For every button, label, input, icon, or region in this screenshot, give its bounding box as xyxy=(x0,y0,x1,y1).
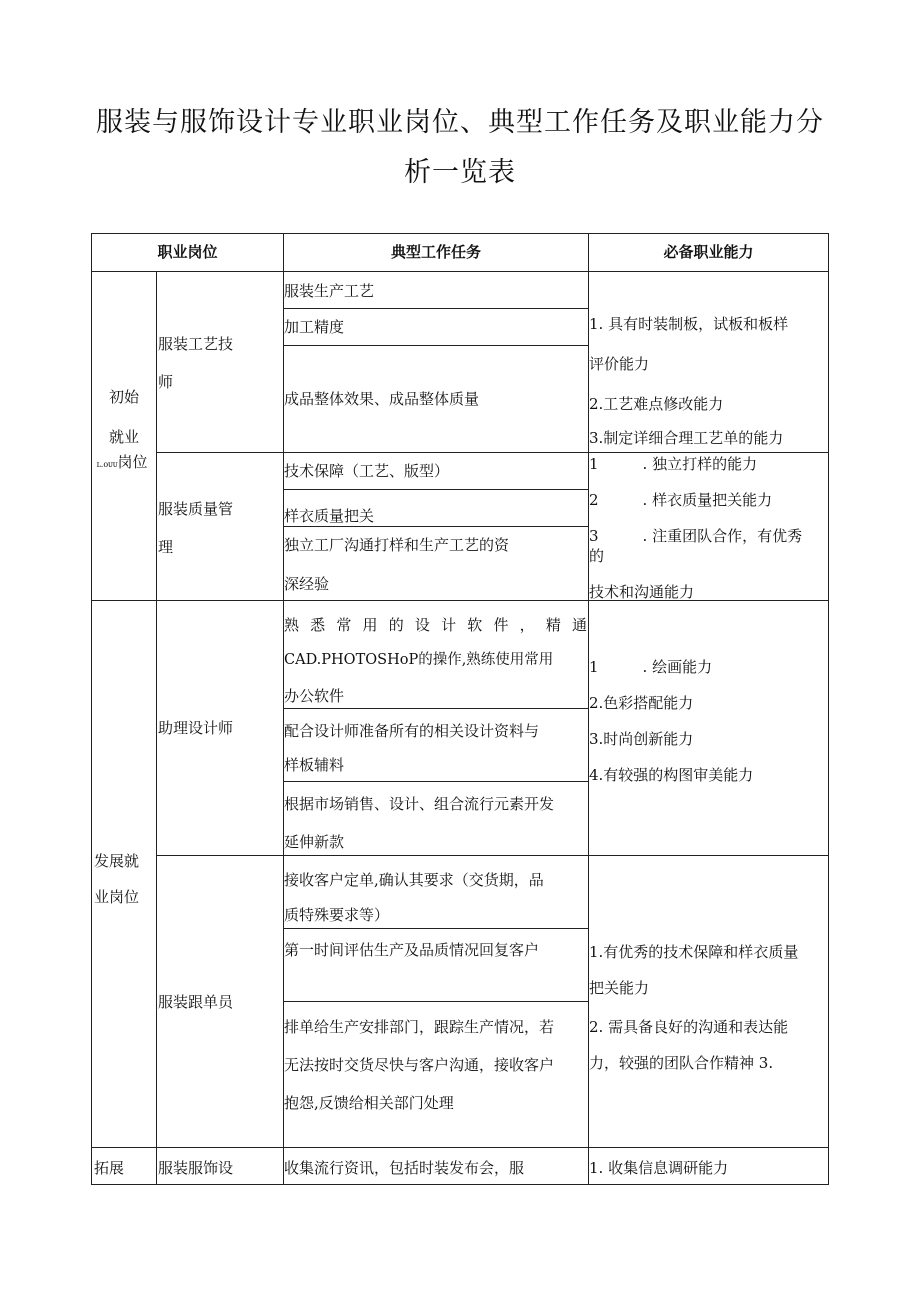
task-cell: 技术保障（工艺、版型） xyxy=(284,462,450,480)
role-process-tech-line2: 师 xyxy=(158,373,174,391)
ability-cell: 2.色彩搭配能力 xyxy=(589,694,694,712)
task-cell: 加工精度 xyxy=(284,318,345,336)
ability-text: . 样衣质量把关能力 xyxy=(642,491,773,509)
task-cell: 熟 悉 常 用 的 设 计 软 件 ， 精 通 xyxy=(284,616,587,634)
task-cell: 质特殊要求等） xyxy=(284,906,390,924)
task-cell: 根据市场销售、设计、组合流行元素开发 xyxy=(284,795,555,813)
group-initial-line1: 初始 xyxy=(108,388,139,406)
header-rule xyxy=(92,271,828,272)
ability-cell xyxy=(589,518,802,554)
rule xyxy=(283,345,588,346)
ability-cell: 1. 具有时装制板，试板和板样 xyxy=(589,315,789,333)
rule xyxy=(283,1001,588,1002)
header-abilities: 必备职业能力 xyxy=(663,243,754,261)
ability-text: . 独立打样的能力 xyxy=(642,455,758,473)
role-quality-mgmt-line1: 服装质量管 xyxy=(158,500,234,518)
ability-number: 1 xyxy=(589,658,599,676)
job-analysis-table xyxy=(91,233,829,1185)
ability-cell: 把关能力 xyxy=(589,979,650,997)
task-cell: 抱怨,反馈给相关部门处理 xyxy=(284,1094,454,1112)
role-merchandiser: 服装跟单员 xyxy=(158,993,234,1011)
rule xyxy=(156,271,157,1184)
ability-text: . 绘画能力 xyxy=(642,658,713,676)
task-cell: 收集流行资讯，包括时装发布会，服 xyxy=(284,1159,525,1177)
task-cell: 样板辅料 xyxy=(284,756,345,774)
group-rule xyxy=(92,1147,828,1148)
document-title xyxy=(0,98,920,198)
ability-cell: 评价能力 xyxy=(589,355,650,373)
ability-cell: 4.有较强的构图审美能力 xyxy=(589,766,754,784)
task-cell: 样衣质量把关 xyxy=(284,507,375,525)
role-quality-mgmt-line2: 理 xyxy=(158,538,174,556)
ability-cell: 2. 需具备良好的沟通和表达能 xyxy=(589,1018,789,1036)
ability-number: 1 xyxy=(589,455,599,473)
role-process-tech-line1: 服装工艺技 xyxy=(158,335,234,353)
ability-cell: 的 xyxy=(589,547,605,565)
ability-cell: 2.工艺难点修改能力 xyxy=(589,395,724,413)
ability-number: 2 xyxy=(589,491,599,509)
group-initial-line3-prefix: ʟ.ᴏᴜᴜ xyxy=(96,460,118,469)
ability-cell: 技术和沟通能力 xyxy=(589,583,695,600)
ability-cell: 1.有优秀的技术保障和样衣质量 xyxy=(589,943,799,961)
task-cell: 成品整体效果、成品整体质量 xyxy=(284,390,480,408)
ability-text: . 注重团队合作，有优秀 xyxy=(642,527,803,545)
rule xyxy=(156,855,828,856)
group-development-line2: 业岗位 xyxy=(94,888,140,906)
group-expansion-line1: 拓展 xyxy=(94,1159,125,1177)
role-assistant-designer: 助理设计师 xyxy=(158,719,234,737)
group-development-line1: 发展就 xyxy=(94,852,140,870)
task-cell: CAD.PHOTOSHoP的操作,熟练使用常用 xyxy=(284,652,554,668)
title-line-1: 服装与服饰设计专业职业岗位、典型工作任务及职业能力分 xyxy=(96,107,824,138)
task-cell: 延伸新款 xyxy=(284,833,345,851)
task-cell: 办公软件 xyxy=(284,687,345,705)
title-line-2: 析一览表 xyxy=(404,157,516,188)
group-rule xyxy=(92,600,828,601)
ability-number: 3 xyxy=(589,527,599,545)
task-cell: 配合设计师准备所有的相关设计资料与 xyxy=(284,722,540,740)
ability-cell: 3.制定详细合理工艺单的能力 xyxy=(589,429,784,447)
task-cell: 无法按时交货尽快与客户沟通，接收客户 xyxy=(284,1056,555,1074)
ability-cell xyxy=(589,482,772,518)
ability-cell: 1. 收集信息调研能力 xyxy=(589,1159,729,1177)
task-cell: 第一时间评估生产及品质情况回复客户 xyxy=(284,941,540,959)
ability-cell: 力，较强的团队合作精神 3. xyxy=(589,1054,774,1072)
ability-cell xyxy=(589,446,757,482)
group-initial-line3 xyxy=(88,444,156,483)
task-cell: 排单给生产安排部门，跟踪生产情况，若 xyxy=(284,1018,555,1036)
header-position: 职业岗位 xyxy=(157,243,218,261)
ability-cell: 3.时尚创新能力 xyxy=(589,730,694,748)
ability-cell xyxy=(589,649,712,685)
task-cell: 服装生产工艺 xyxy=(284,282,375,300)
task-cell: 接收客户定单,确认其要求（交货期，品 xyxy=(284,871,544,889)
rule xyxy=(283,489,588,490)
header-tasks: 典型工作任务 xyxy=(390,243,481,261)
role-accessory-designer: 服装服饰设 xyxy=(158,1159,234,1177)
task-cell: 深经验 xyxy=(284,575,330,593)
group-initial-line3-text: 岗位 xyxy=(117,453,148,471)
group-initial-line2: 就业 xyxy=(108,428,139,446)
task-cell: 独立工厂沟通打样和生产工艺的资 xyxy=(284,536,510,554)
